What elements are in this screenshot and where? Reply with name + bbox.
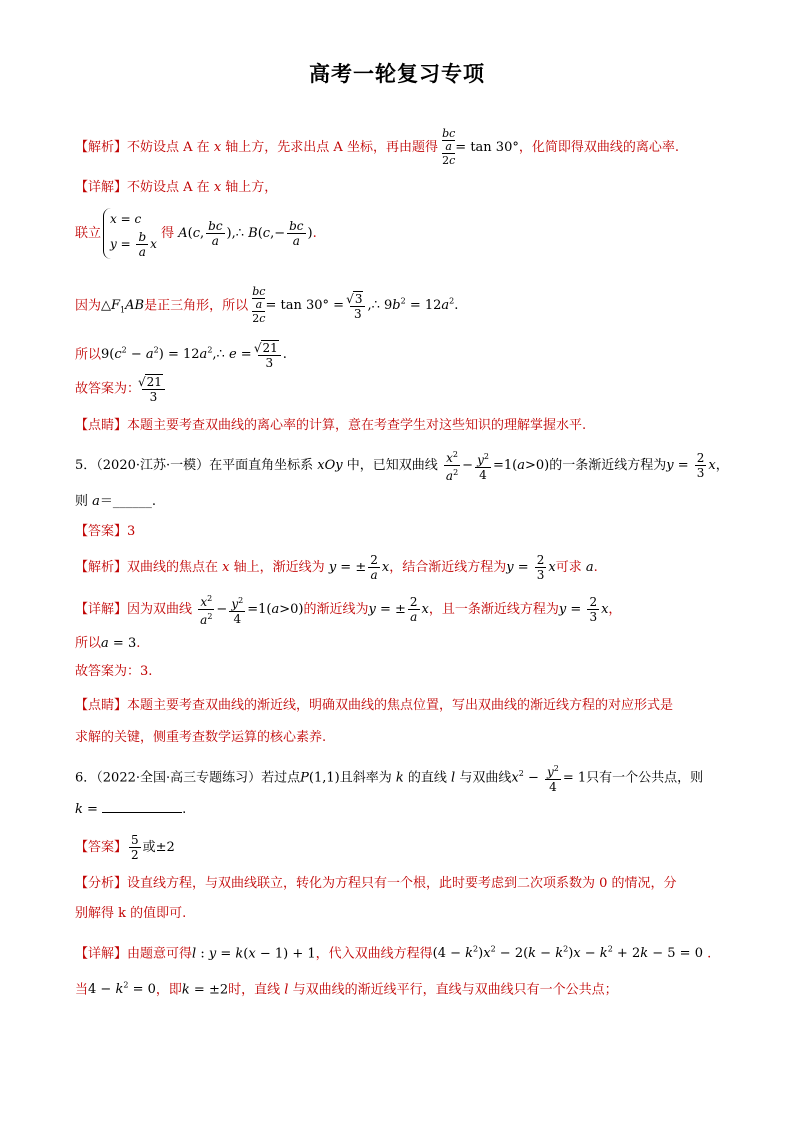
q6-analysis-cont: 别解得 k 的值即可. bbox=[75, 906, 187, 921]
q5-final: 故答案为：3. bbox=[75, 664, 153, 679]
q6-analysis: 【分析】设直线方程，与双曲线联立，转化为方程只有一个根，此时要考虑到二次项系数为 0 的情况，分 bbox=[75, 876, 677, 891]
answer-blank[interactable] bbox=[102, 800, 182, 813]
question-6-stem: 6．（2022·全国·高三专题练习）若过点P(1,1)且斜率为 k 的直线 l 与双曲线$x^2$ − $\frac{y^2}{4}$ = 1只有一个公共点，则 bbox=[75, 763, 704, 794]
q5-answer: 【答案】3 bbox=[75, 524, 136, 539]
q6-detail: 【详解】由题意可得l : y = k(x − 1) + 1，代入双曲线方程得$(4 - k^2)x^2 - 2(k - k^2)x - k^2 + 2k - 5 = 0$ . bbox=[75, 945, 712, 962]
equation-system: x = c y = $\frac{b}{a}$ x bbox=[103, 208, 157, 259]
analysis-paragraph: 【解析】不妨设点 A 在 x 轴上方，先求出点 A 坐标，再由题得 $\frac{bc}{a}$ 2c = tan 30°，化简即得双曲线的离心率. bbox=[75, 127, 679, 167]
answer-line: 故答案为： √ $\frac{21}{3}$ bbox=[75, 374, 734, 405]
fraction-bc-a-over-2c: $\frac{bc}{a}$ 2c bbox=[442, 127, 456, 167]
triangle-line: 因为$\triangle F_1AB$是正三角形，所以 $\frac{bc}{a}$ 2c = tan 30° = √ $\frac{3}{3}$ ,∴ $9b^2 = 12a^2$. bbox=[75, 272, 734, 341]
q6-case: 当$4 - k^2 = 0$，即k = ±2时，直线 l 与双曲线的渐近线平行，直线与双曲线只有一个公共点； bbox=[75, 981, 618, 998]
q5-note-cont: 求解的关键，侧重考查数学运算的核心素养. bbox=[75, 730, 327, 745]
q5-detail: 【详解】因为双曲线 $\frac{x^2}{a^2}$ − $\frac{y^2}{4}$ =1(a>0)的渐近线为y = ± $\frac{2}{a}$ x，且一条渐近线方程为y = $\frac{2}{3}$ x， bbox=[75, 594, 622, 627]
q5-so: 所以a = 3. bbox=[75, 636, 141, 651]
analysis-tag: 【解析】 bbox=[75, 140, 128, 155]
page-title: 高考一轮复习专项 bbox=[309, 62, 485, 86]
question-6-blank: k = . bbox=[75, 802, 187, 817]
question-5-blank: 则 a＝______. bbox=[75, 494, 157, 509]
q6-answer: 【答案】 $\frac{5}{2}$ 或±2 bbox=[75, 833, 175, 862]
system-equation-line: 联立 x = c y = $\frac{b}{a}$ x 得 A(c, $\frac{bc}{a}$ ),∴ B(c,− $\frac{bc}{a}$ ). bbox=[75, 204, 734, 264]
question-5-stem: 5．（2020·江苏·一模）在平面直角坐标系 xOy 中，已知双曲线 $\frac{x^2}{a^2}$ − $\frac{y^2}{4}$ =1(a>0)的一条渐近线方程为y = $\frac{2}{3}$ x， bbox=[75, 450, 729, 483]
q5-note: 【点睛】本题主要考查双曲线的渐近线，明确双曲线的焦点位置，写出双曲线的渐近线方程的对应形式是 bbox=[75, 698, 674, 713]
note-paragraph: 【点睛】本题主要考查双曲线的离心率的计算，意在考查学生对这些知识的理解掌握水平. bbox=[75, 418, 587, 433]
eccentricity-line: 所以$9(c^2 - a^2)$ = $12a^2,\therefore$ e = √ $\frac{21}{3}$ . bbox=[75, 336, 734, 370]
detail-paragraph: 【详解】不妨设点 A 在 x 轴上方， bbox=[75, 180, 278, 195]
q5-analysis: 【解析】双曲线的焦点在 x 轴上，渐近线为 y = ± $\frac{2}{a}$ x，结合渐近线方程为y = $\frac{2}{3}$ x可求 a. bbox=[75, 553, 598, 582]
